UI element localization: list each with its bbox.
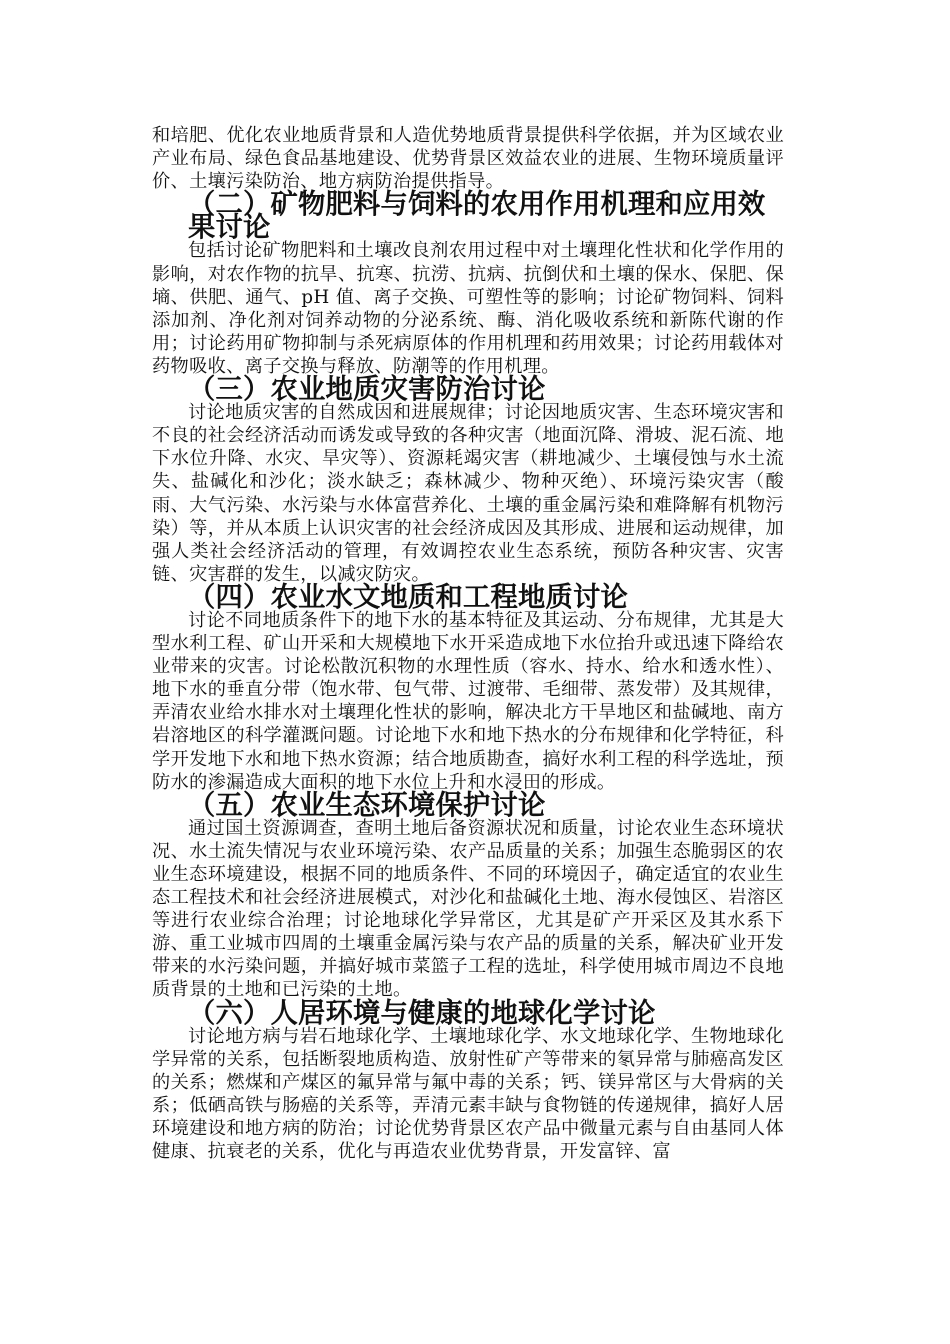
section-paragraph-3: 讨论地质灾害的自然成因和进展规律；讨论因地质灾害、生态环境灾害和不良的社会经济活动而诱发或导致的各种灾害（地面沉降、滑坡、泥石流、地下水位升降、水灾、旱灾等）、资源耗竭灾害（耕地减少、土壤侵蚀与水土流失、盐碱化和沙化；淡水缺乏；森林减少、物种灭绝）、环境污染灾害（酸雨、大气污染、水污染与水体富营养化、土壤的重金属污染和难降解有机物污染）等，并从本质上认识灾害的社会经济成因及其形成、进展和运动规律，加强人类社会经济活动的管理，有效调控农业生态系统，预防各种灾害、灾害链、灾害群的发生，以减灾防灾。 [152, 402, 784, 585]
intro-paragraph: 和培肥、优化农业地质背景和人造优势地质背景提供科学依据，并为区域农业产业布局、绿色食品基地建设、优势背景区效益农业的进展、生物环境质量评价、土壤污染防治、地方病防治提供指导。 [152, 125, 784, 193]
document-page [152, 124, 784, 1163]
section-paragraph-4: 讨论不同地质条件下的地下水的基本特征及其运动、分布规律，尤其是大型水利工程、矿山开采和大规模地下水开采造成地下水位抬升或迅速下降给农业带来的灾害。讨论松散沉积物的水理性质（容水、持水、给水和透水性）、地下水的垂直分带（饱水带、包气带、过渡带、毛细带、蒸发带）及其规律，弄清农业给水排水对土壤理化性状的影响，解决北方干旱地区和盐碱地、南方岩溶地区的科学灌溉问题。讨论地下水和地下热水的分布规律和化学特征，科学开发地下水和地下热水资源；结合地质勘查，搞好水利工程的科学选址，预防水的渗漏造成大面积的地下水位上升和水浸田的形成。 [152, 609, 784, 793]
section-heading-2: （二）矿物肥料与饲料的农用作用机理和应用效果讨论 [188, 188, 766, 244]
section-paragraph-6: 讨论地方病与岩石地球化学、土壤地球化学、水文地球化学、生物地球化学异常的关系，包括断裂地质构造、放射性矿产等带来的氡异常与肺癌高发区的关系；燃煤和产煤区的氟异常与氟中毒的关系；钙、镁异常区与大骨病的关系；低硒高铁与肠癌的关系等，弄清元素丰缺与食物链的传递规律，搞好人居环境建设和地方病的防治；讨论优势背景区农产品中微量元素与自由基同人体健康、抗衰老的关系，优化与再造农业优势背景，开发富锌、富 [152, 1025, 784, 1163]
section-heading-4: （四）农业水文地质和工程地质讨论 [188, 580, 628, 613]
section-heading-3: （三）农业地质灾害防治讨论 [188, 373, 546, 406]
section-heading-5: （五）农业生态环境保护讨论 [188, 788, 546, 821]
section-paragraph-2: 包括讨论矿物肥料和土壤改良剂农用过程中对土壤理化性状和化学作用的影响，对农作物的抗旱、抗寒、抗涝、抗病、抗倒伏和土壤的保水、保肥、保墒、供肥、通气、pH 值、离子交换、可塑性等的影响；讨论矿物饲料、饲料添加剂、净化剂对饲养动物的分泌系统、酶、消化吸收系统和新陈代谢的作用；讨论药用矿物抑制与杀死病原体的作用机理和药用效果；讨论药用载体对药物吸收、离子交换与释放、防潮等的作用机理。 [152, 240, 784, 377]
section-heading-6: （六）人居环境与健康的地球化学讨论 [188, 996, 656, 1029]
section-paragraph-5: 通过国土资源调查，查明土地后备资源状况和质量，讨论农业生态环境状况、水土流失情况与农业环境污染、农产品质量的关系；加强生态脆弱区的农业生态环境建设，根据不同的地质条件、不同的环境因子，确定适宜的农业生态工程技术和社会经济进展模式，对沙化和盐碱化土地、海水侵蚀区、岩溶区等进行农业综合治理；讨论地球化学异常区，尤其是矿产开采区及其水系下游、重工业城市四周的土壤重金属污染与农产品的质量的关系，解决矿业开发带来的水污染问题，并搞好城市菜篮子工程的选址，科学使用城市周边不良地质背景的土地和已污染的土地。 [152, 817, 784, 1001]
